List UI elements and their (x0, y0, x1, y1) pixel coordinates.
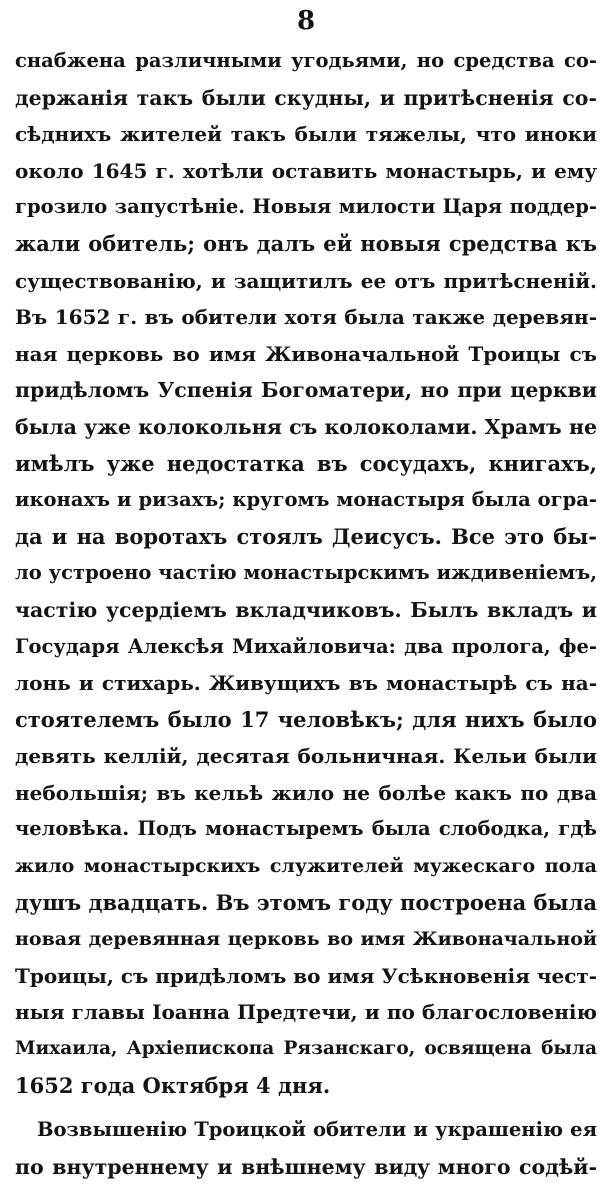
paragraph (15, 43, 597, 1104)
text-line: новая деревянная церковь во имя Живоначальной (15, 928, 597, 951)
paragraph (15, 1112, 597, 1185)
text-line: 1652 года Октября 4 дня. (15, 1072, 331, 1098)
text-line: придѣломъ Успенія Богоматери, но при церкви (15, 378, 597, 403)
text-line: ло устроено частію монастырскимъ иждивеніемъ, (15, 561, 597, 585)
text-line: Государя Алексѣя Михайловича: два пролога, фе- (15, 634, 597, 658)
text-line: держанія такъ были скудны, и притѣсненія со- (15, 85, 597, 110)
text-line: стоятелемъ было 17 человѣкъ; для нихъ было (15, 706, 597, 732)
text-line: существованію, и защитилъ ее отъ притѣсненій. (15, 268, 597, 293)
text-line: девять келлій, десятая больничная. Кельи были (15, 744, 597, 769)
text-line: ныя главы Іоанна Предтечи, и по благословенію (15, 1000, 597, 1025)
text-line: лонь и стихарь. Живущихъ въ монастырѣ съ на- (15, 671, 597, 696)
text-line: ная церковь во имя Живоначальной Троицы съ (15, 341, 597, 366)
text-line: да и на воротахъ стоялъ Деисусъ. Все это бы- (15, 523, 597, 549)
text-line: сѣднихъ жителей такъ были тяжелы, что иноки (15, 122, 597, 147)
text-line: имѣлъ уже недостатка въ сосудахъ, книгахъ, (15, 450, 597, 476)
text-line: по внутреннему и внѣшнему видy много содѣй- (15, 1154, 597, 1179)
text-line: жали обитель; онъ далъ ей новыя средства къ (15, 230, 597, 256)
text-line: около 1645 г. хотѣли оставить монастырь, и ему (15, 158, 597, 183)
body-text (15, 43, 597, 1185)
text-line: жило монастырскихъ служителей мужескаго пола (15, 855, 597, 878)
page-number: 8 (296, 6, 316, 36)
text-line: человѣка. Подъ монастыремъ была слободка, гдѣ (15, 817, 597, 841)
text-line: частію усердіемъ вкладчиковъ. Былъ вкладъ и (15, 597, 597, 622)
text-line: Михаила, Архіепископа Рязанскаго, освящена была (15, 1038, 597, 1060)
text-line: грозило запустѣніе. Новыя милости Царя поддер- (15, 195, 597, 219)
text-line: снабжена различными угодьями, но средства со- (15, 49, 597, 72)
text-line: Троицы, съ придѣломъ во имя Усѣкновенія чест- (15, 963, 597, 988)
text-line: небольшія; въ кельѣ жило не болѣе какъ по два (15, 780, 597, 805)
text-line: душъ двадцать. Въ этомъ году построена была (15, 889, 597, 915)
text-line: была уже колокольня съ колоколами. Храмъ не (15, 414, 597, 439)
text-line: Возвышенію Троицкой обители и украшенію ея (37, 1118, 597, 1142)
text-line: иконахъ и ризахъ; кругомъ монастыря была огра- (15, 488, 597, 512)
paragraph-gap (15, 1104, 597, 1112)
text-line: Въ 1652 г. въ обители хотя была также деревян- (15, 305, 597, 330)
